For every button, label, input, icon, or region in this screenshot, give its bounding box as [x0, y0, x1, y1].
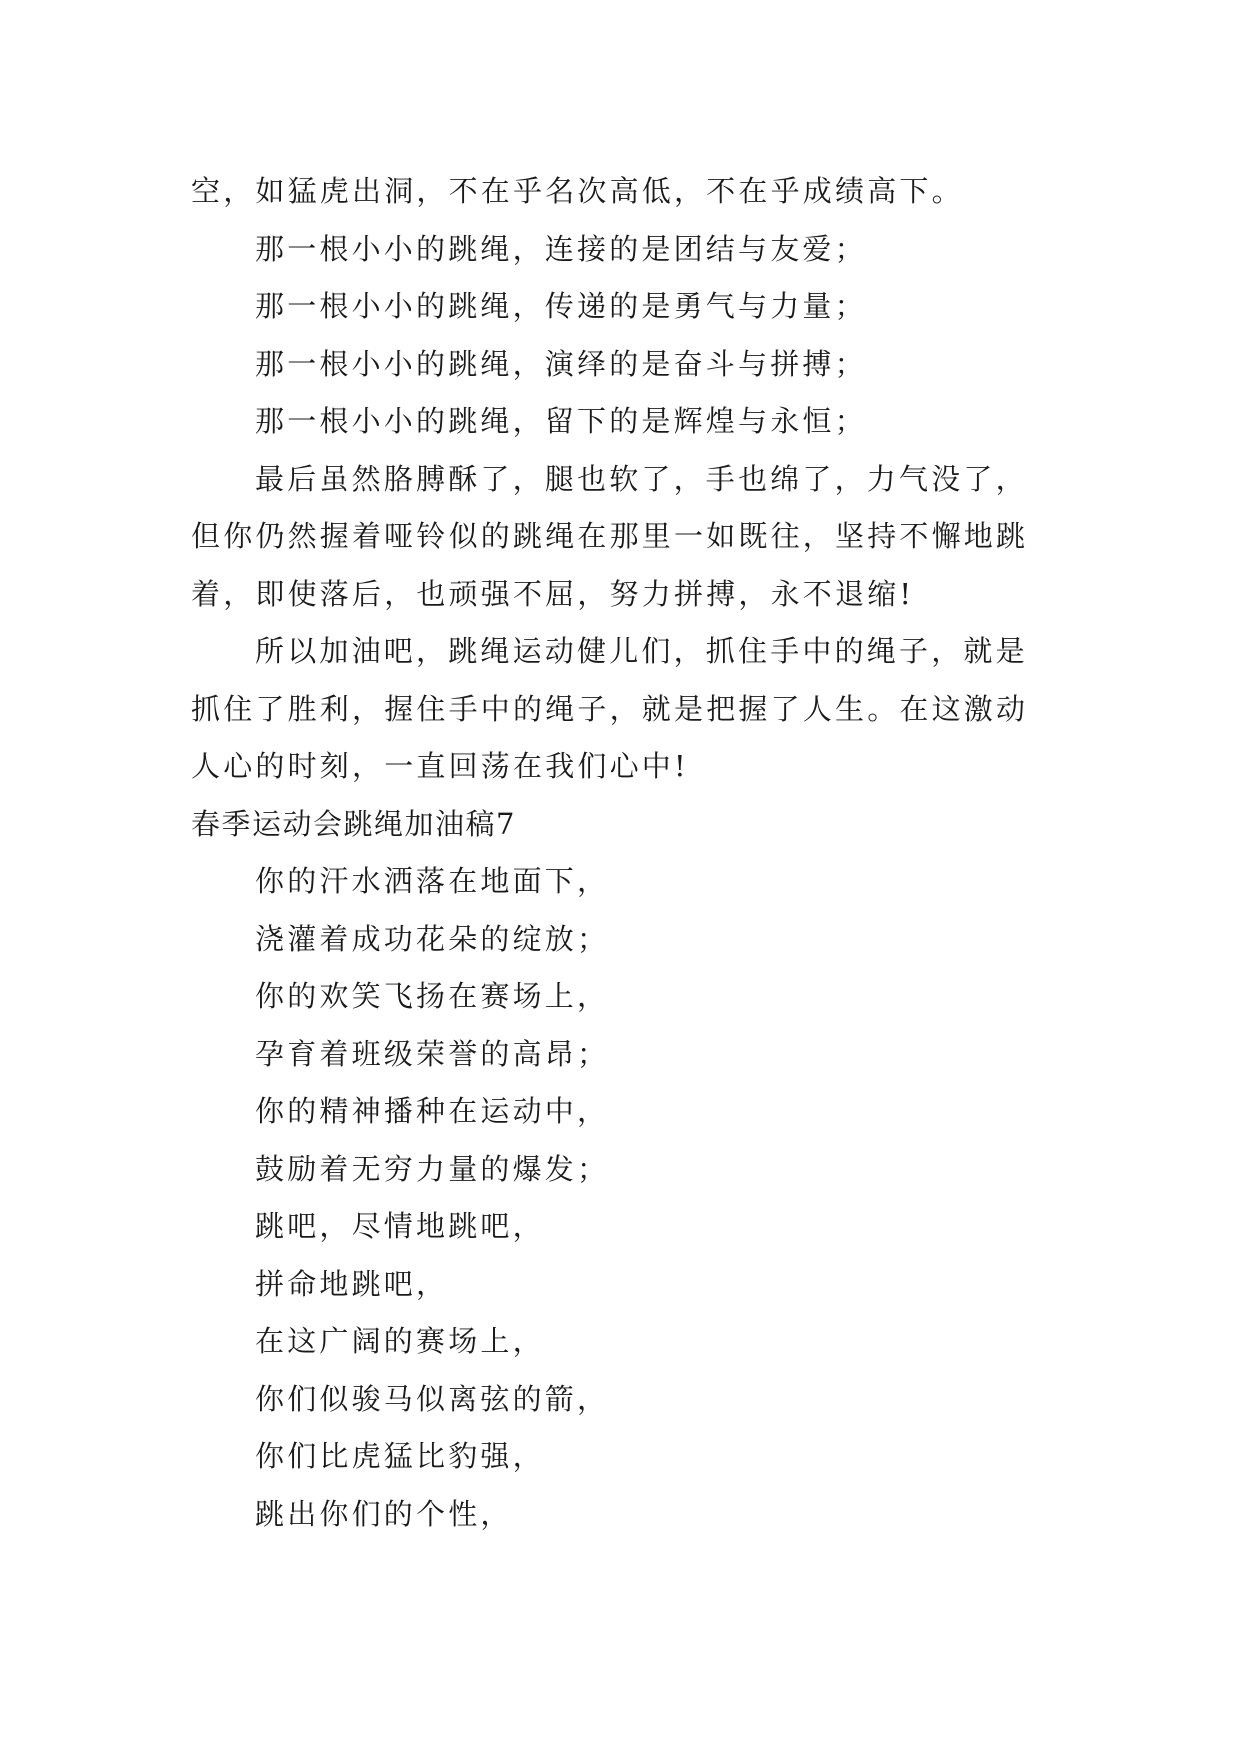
- paragraph-line: 抓住了胜利，握住手中的绳子，就是把握了人生。在这激动: [191, 691, 1029, 726]
- jump-rope-line: 那一根小小的跳绳，连接的是团结与友爱；: [255, 231, 867, 266]
- poem-line: 你的精神播种在运动中，: [255, 1094, 610, 1128]
- jump-rope-line: 那一根小小的跳绳，留下的是辉煌与永恒；: [255, 404, 867, 438]
- jump-rope-line: 那一根小小的跳绳，传递的是勇气与力量；: [255, 289, 867, 323]
- poem-line: 你们似骏马似离弦的箭，: [255, 1381, 610, 1416]
- paragraph-line: 但你仍然握着哑铃似的跳绳在那里一如既往，坚持不懈地跳: [191, 519, 1029, 553]
- poem-line: 浇灌着成功花朵的绽放；: [255, 921, 610, 956]
- poem-line: 你的汗水洒落在地面下，: [255, 864, 610, 898]
- document-body: [191, 163, 1081, 1543]
- paragraph-line: 人心的时刻，一直回荡在我们心中!: [191, 749, 689, 783]
- poem-line: 拼命地跳吧，: [255, 1266, 449, 1301]
- section-title: 春季运动会跳绳加油稿7: [191, 806, 516, 841]
- paragraph-line: 空，如猛虎出洞，不在乎名次高低，不在乎成绩高下。: [191, 174, 964, 208]
- poem-line: 你们比虎猛比豹强，: [255, 1439, 545, 1473]
- poem-line: 鼓励着无穷力量的爆发；: [255, 1151, 610, 1186]
- paragraph-line: 着，即使落后，也顽强不屈，努力拼搏，永不退缩!: [191, 576, 915, 611]
- paragraph-line: 所以加油吧，跳绳运动健儿们，抓住手中的绳子，就是: [255, 634, 1028, 668]
- poem-line: 跳出你们的个性，: [255, 1496, 513, 1531]
- jump-rope-line: 那一根小小的跳绳，演绎的是奋斗与拼搏；: [255, 346, 867, 381]
- poem-line: 跳吧，尽情地跳吧，: [255, 1209, 545, 1243]
- poem-line: 孕育着班级荣誉的高昂；: [255, 1036, 610, 1071]
- poem-line: 你的欢笑飞扬在赛场上，: [255, 979, 610, 1013]
- paragraph-line: 最后虽然胳膊酥了，腿也软了，手也绵了，力气没了，: [255, 461, 1028, 496]
- poem-line: 在这广阔的赛场上，: [255, 1324, 545, 1358]
